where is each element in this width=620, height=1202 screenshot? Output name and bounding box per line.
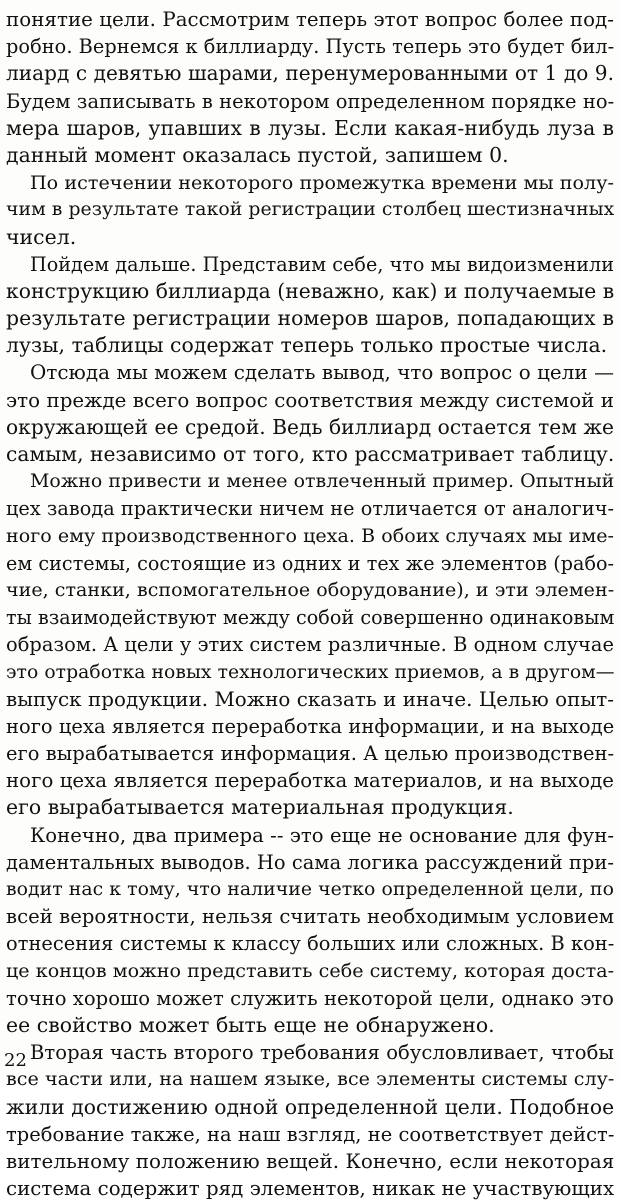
text-line: это прежде всего вопрос соответствия между системой и	[6, 388, 615, 412]
text-line: точно хорошо может служить некоторой цели, однако это	[6, 986, 614, 1010]
text-line: жили достижению одной определенной цели. Подобное	[6, 1094, 615, 1119]
text-line: Вторая часть второго требования обусловливает, чтобы	[30, 1041, 614, 1065]
text-line: Можно привести и менее отвлеченный пример. Опытный	[30, 470, 615, 493]
text-line: вительному положению вещей. Конечно, если некоторая	[6, 1149, 615, 1173]
page-number: 22	[4, 1050, 27, 1071]
text-line: ты взаимодействуют между собой совершенно одинаковым	[6, 606, 615, 630]
text-line: требование также, на наш взгляд, не соответствует дейст-	[6, 1122, 615, 1146]
text-line: ного цеха является переработка материалов, и на выходе	[6, 769, 614, 793]
text-line: Конечно, два примера -- это еще не основание для фун-	[30, 823, 614, 847]
text-line: его вырабатывается материальная продукция.	[6, 795, 514, 820]
body-text	[6, 6, 614, 1202]
text-line: это отработка новых технологических приемов, а в другом—	[6, 661, 615, 683]
text-line: выпуск продукции. Можно сказать и иначе. Целью опыт-	[6, 687, 614, 711]
text-line: даментальных выводов. Но сама логика рассуждений при-	[6, 850, 615, 874]
text-line: чим в результате такой регистрации столбец шестизначных	[6, 199, 615, 221]
text-line: его вырабатывается информация. А целью производствен-	[6, 742, 615, 766]
text-line: данный момент оказалась пустой, запишем 0.	[6, 142, 509, 167]
text-line: отнесения системы к классу больших или сложных. В кон-	[6, 932, 615, 956]
text-line: система содержит ряд элементов, никак не участвующих	[6, 1177, 615, 1201]
text-line: ного ему производственного цеха. В обоих случаях мы име-	[6, 524, 614, 547]
text-line: Пойдем дальше. Представим себе, что мы видоизменили	[30, 252, 614, 276]
text-line: результате регистрации номеров шаров, попадающих в	[6, 306, 614, 331]
text-line: все части или, на нашем языке, все элементы системы слу-	[6, 1068, 615, 1091]
text-line: цех завода практически ничем не отличается от аналогич-	[6, 497, 614, 521]
text-line: самым, независимо от того, кто рассматривает таблицу.	[6, 442, 615, 466]
text-line: робно. Вернемся к биллиарду. Пусть теперь это будет бил-	[6, 35, 615, 59]
text-line: По истечении некоторого промежутка времени мы полу-	[30, 171, 614, 195]
text-line: Будем записывать в некотором определенном порядке но-	[6, 89, 615, 113]
text-line: лиард с девятью шарами, перенумерованными от 1 до 9.	[6, 61, 614, 86]
text-line: конструкцию биллиарда (неважно, как) и получаемые в	[6, 278, 615, 303]
text-line: це концов можно представить себе систему, которая доста-	[6, 959, 615, 982]
text-line: всей вероятности, нельзя считать необходимым условием	[6, 905, 614, 929]
text-line: чисел.	[6, 224, 77, 249]
text-line: мера шаров, упавших в лузы. Если какая-нибудь луза в	[6, 115, 614, 140]
text-line: окружающей ее средой. Ведь биллиард остается тем же	[6, 414, 614, 439]
text-line: ем системы, состоящие из одних и тех же элементов (рабо-	[6, 551, 615, 575]
text-line: Отсюда мы можем сделать вывод, что вопрос о цели —	[30, 361, 614, 385]
text-line: ее свойство может быть еще не обнаружено.	[6, 1012, 495, 1037]
text-line: лузы, таблицы содержат теперь только простые числа.	[6, 333, 608, 358]
text-line: чие, станки, вспомогательное оборудование), и эти элемен-	[6, 578, 615, 601]
text-line: ного цеха является переработка информации, и на выходе	[6, 714, 615, 738]
text-line: понятие цели. Рассмотрим теперь этот вопрос более под-	[6, 8, 614, 31]
text-line: образом. А цели у этих систем различные. В одном случае	[6, 633, 614, 657]
text-line: водит нас к тому, что наличие четко определенной цели, по	[6, 879, 615, 900]
